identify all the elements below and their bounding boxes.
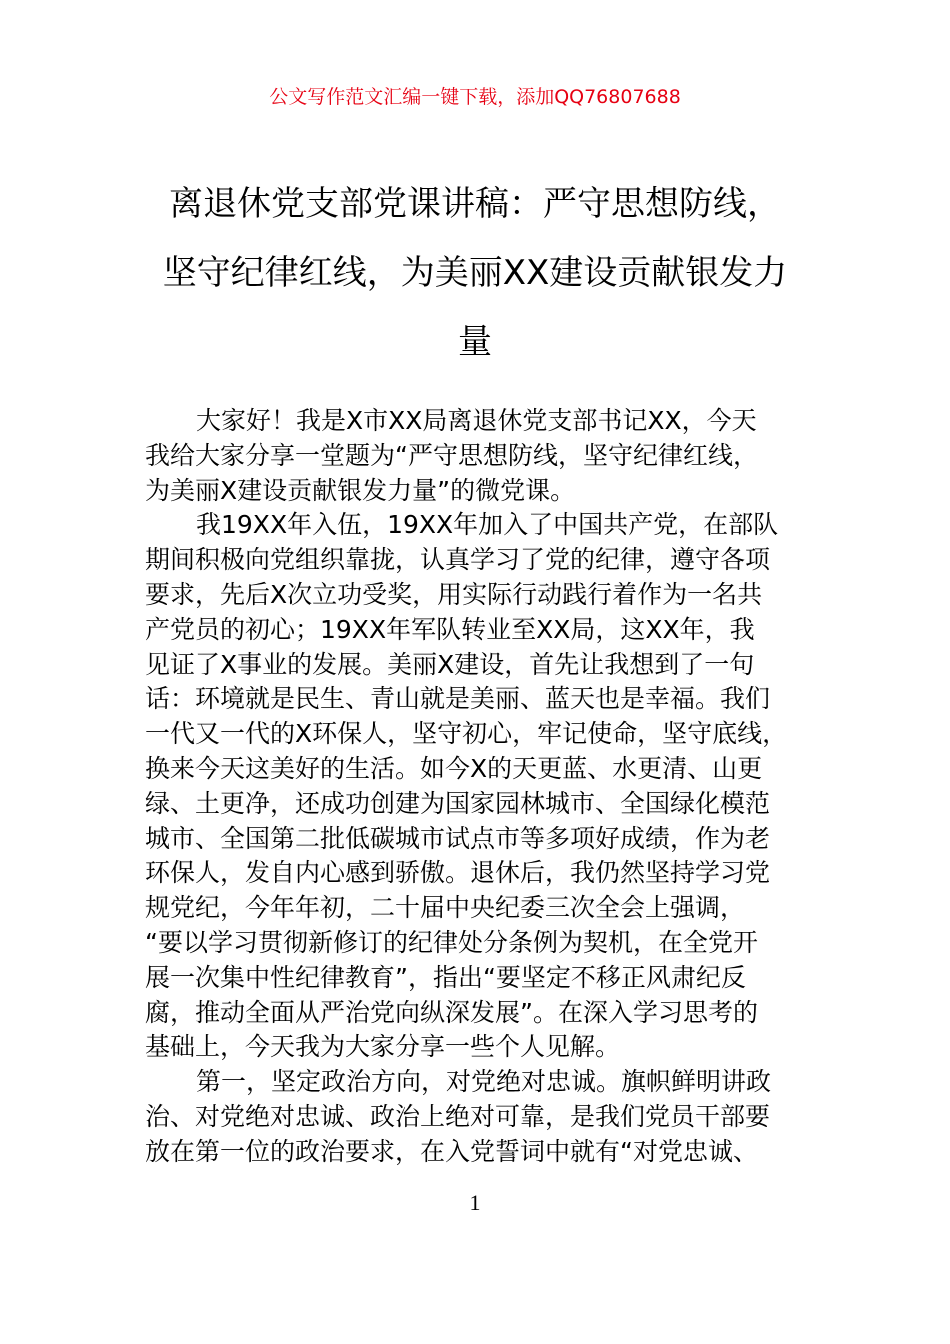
text-line: 要求，先后X次立功受奖，用实际行动践行着作为一名共 xyxy=(145,579,763,609)
text-line: 规党纪，今年年初，二十届中央纪委三次全会上强调， xyxy=(145,893,746,923)
text-line: 放在第一位的政治要求，在入党誓词中就有“对党忠诚、 xyxy=(145,1136,758,1166)
text-line: 大家好！我是X市XX局离退休党支部书记XX，今天 xyxy=(196,406,757,435)
text-line: 话：环境就是民生、青山就是美丽、蓝天也是幸福。我们 xyxy=(145,684,771,714)
paragraph xyxy=(145,508,825,1065)
text-line: 腐，推动全面从严治党向纵深发展”。在深入学习思考的 xyxy=(145,997,758,1027)
text-line: 我给大家分享一堂题为“严守思想防线，坚守纪律红线， xyxy=(145,440,758,470)
page-number: 1 xyxy=(469,1190,481,1215)
text-line: 换来今天这美好的生活。如今X的天更蓝、水更清、山更 xyxy=(145,753,763,783)
text-line: 治、对党绝对忠诚、政治上绝对可靠，是我们党员干部要 xyxy=(145,1101,771,1131)
title-line: 坚守纪律红线，为美丽XX建设贡献银发力 xyxy=(162,253,788,293)
paragraph xyxy=(145,404,825,508)
text-line: 第一，坚定政治方向，对党绝对忠诚。旗帜鲜明讲政 xyxy=(196,1067,772,1097)
text-line: 绿、土更净，还成功创建为国家园林城市、全国绿化模范 xyxy=(145,788,771,818)
title-line: 离退休党支部党课讲稿：严守思想防线， xyxy=(169,184,781,224)
text-line: 我19XX年入伍，19XX年加入了中国共产党，在部队 xyxy=(196,510,779,540)
document-title xyxy=(120,170,830,377)
text-line: 期间积极向党组织靠拢，认真学习了党的纪律，遵守各项 xyxy=(145,545,771,575)
text-line: 环保人，发自内心感到骄傲。退休后，我仍然坚持学习党 xyxy=(145,858,771,888)
text-line: “要以学习贯彻新修订的纪律处分条例为契机，在全党开 xyxy=(145,927,758,957)
text-line: 为美丽X建设贡献银发力量”的微党课。 xyxy=(145,475,576,505)
text-line: 见证了X事业的发展。美丽X建设，首先让我想到了一句 xyxy=(145,649,755,679)
download-notice: 公文写作范文汇编一键下载，添加QQ76807688 xyxy=(269,86,681,108)
text-line: 一代又一代的X环保人，坚守初心，牢记使命，坚守底线， xyxy=(145,719,788,749)
text-line: 产党员的初心；19XX年军队转业至XX局，这XX年，我 xyxy=(145,614,755,644)
title-line: 量 xyxy=(458,322,492,362)
text-line: 城市、全国第二批低碳城市试点市等多项好成绩，作为老 xyxy=(145,823,771,853)
document-body xyxy=(145,404,825,1170)
text-line: 展一次集中性纪律教育”，指出“要坚定不移正风肃纪反 xyxy=(145,962,746,992)
paragraph xyxy=(145,1065,825,1169)
text-line: 基础上，今天我为大家分享一些个人见解。 xyxy=(145,1032,621,1062)
